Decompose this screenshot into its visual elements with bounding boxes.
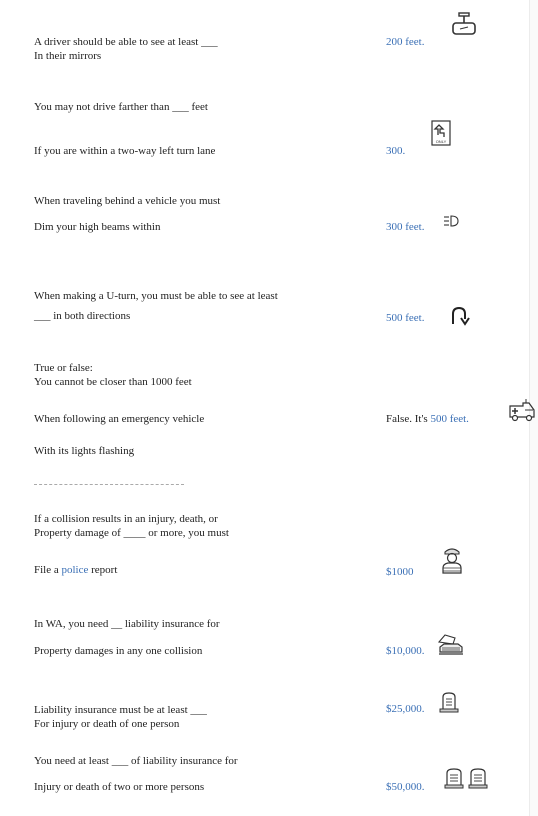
- question-line: A driver should be able to see at least ___: [34, 36, 218, 48]
- question-line: You may not drive farther than ___ feet: [34, 101, 208, 113]
- question-line: Injury or death of two or more persons: [34, 781, 205, 793]
- question-line: True or false:: [34, 362, 93, 374]
- question-line: If you are within a two-way left turn lane: [34, 145, 216, 157]
- police-officer-icon: [440, 546, 464, 574]
- tombstone-icon: [439, 691, 459, 713]
- high-beam-icon: [443, 214, 459, 228]
- u-turn-arrow-icon: [449, 306, 471, 326]
- question-line: Liability insurance must be at least ___: [34, 704, 207, 716]
- question-line: You cannot be closer than 1000 feet: [34, 376, 192, 388]
- answer: $10,000.: [386, 645, 425, 657]
- answer: $1000: [386, 566, 414, 578]
- question-line: If a collision results in an injury, death, or: [34, 513, 218, 525]
- left-turn-only-sign-icon: [431, 120, 451, 146]
- answer: False. It's 500 feet.: [386, 413, 469, 425]
- question-line: When traveling behind a vehicle you must: [34, 195, 221, 207]
- question-line: Dim your high beams within: [34, 221, 161, 233]
- car-crash-icon: [436, 632, 464, 656]
- police-link[interactable]: police: [61, 564, 89, 576]
- answer: $50,000.: [386, 781, 425, 793]
- question-line: Property damage of ____ or more, you must: [34, 527, 229, 539]
- rearview-mirror-icon: [452, 12, 476, 38]
- question-line: When following an emergency vehicle: [34, 413, 205, 425]
- question-line: Property damages in any one collision: [34, 645, 203, 657]
- question-line: For injury or death of one person: [34, 718, 180, 730]
- ambulance-icon: [508, 398, 536, 422]
- answer: 300.: [386, 145, 406, 157]
- two-tombstones-icon: [444, 767, 490, 789]
- question-line: ___ in both directions: [34, 310, 131, 322]
- question-line: File a police report: [34, 564, 118, 576]
- question-line: With its lights flashing: [34, 445, 135, 457]
- sign-text: ONLY: [435, 139, 447, 144]
- answer: 500 feet.: [386, 312, 425, 324]
- answer: 300 feet.: [386, 221, 425, 233]
- question-line: In their mirrors: [34, 50, 102, 62]
- question-line: You need at least ___ of liability insurance for: [34, 755, 238, 767]
- answer: 200 feet.: [386, 36, 425, 48]
- answer: $25,000.: [386, 703, 425, 715]
- question-line: When making a U-turn, you must be able to see at least: [34, 290, 278, 302]
- section-divider: [34, 484, 184, 485]
- question-line: In WA, you need __ liability insurance for: [34, 618, 220, 630]
